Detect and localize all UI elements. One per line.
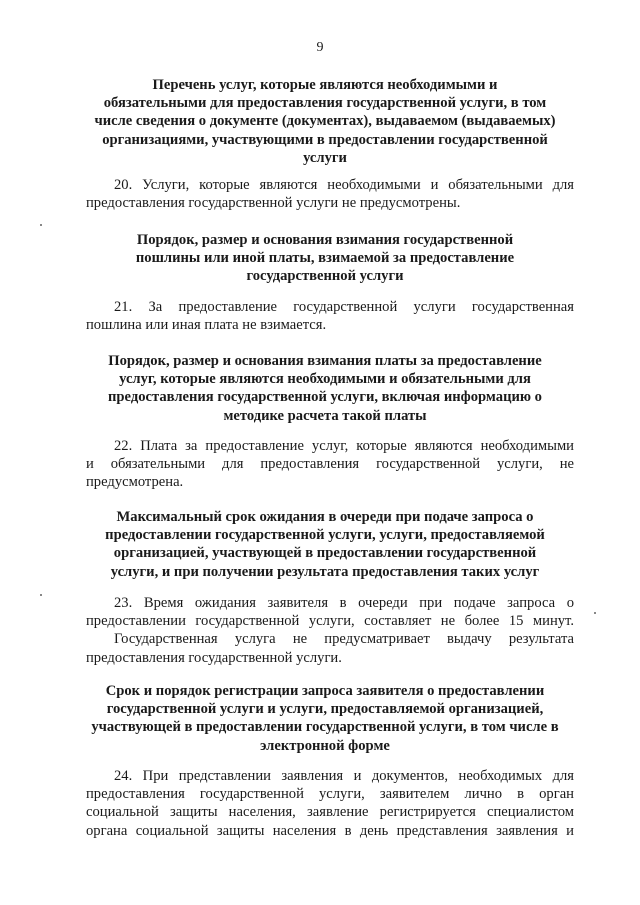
heading-line: Перечень услуг, которые являются необходимыми и	[152, 77, 498, 93]
heading-line: услуги	[303, 149, 347, 166]
heading-line: Порядок, размер и основания взимания платы за предоставление	[108, 353, 542, 369]
heading-waiting-time	[88, 508, 562, 581]
paragraph-line: 24. При представлении заявления и документов, необходимых для	[114, 768, 574, 784]
heading-line: организацией, участвующей в предоставлении государственной	[113, 545, 537, 562]
heading-line: предоставления государственной услуги, включая информацию о	[108, 389, 542, 406]
paragraph-line: предоставления государственной услуги.	[86, 649, 342, 666]
heading-line: государственной услуги и услуги, предоставляемой организацией,	[106, 701, 544, 718]
heading-line: государственной услуги	[246, 268, 404, 285]
heading-line: числе сведения о документе (документах), выдаваемом (выдаваемых)	[94, 113, 556, 130]
paragraph-line: 23. Время ожидания заявителя в очереди при подаче запроса о	[114, 595, 574, 611]
heading-line: организациями, участвующими в предоставлении государственной	[102, 131, 548, 148]
paragraph-line: 22. Плата за предоставление услуг, которые являются необходимыми	[114, 438, 574, 454]
paragraph-line: 20. Услуги, которые являются необходимыми и обязательными для	[114, 177, 574, 193]
heading-line: услуг, которые являются необходимыми и обязательными для	[119, 371, 531, 388]
scan-dot	[40, 224, 42, 226]
paragraph-line: Государственная услуга не предусматривает выдачу результата	[114, 631, 574, 648]
paragraph-line: органа социальной защиты населения в день представления заявления и	[86, 822, 574, 839]
heading-line: услуги, и при получении результата предоставления таких услуг	[110, 563, 540, 580]
paragraph-23	[86, 594, 574, 667]
paragraph-20	[86, 176, 574, 212]
paragraph-line: и обязательными для предоставления государственной услуги, не	[86, 456, 574, 473]
heading-line: Максимальный срок ожидания в очереди при подаче запроса о	[116, 509, 534, 525]
paragraph-line: предоставлении государственной услуги, составляет не более 15 минут.	[86, 613, 574, 630]
paragraph-line: 21. За предоставление государственной услуги государственная	[114, 299, 574, 315]
paragraph-line: предусмотрена.	[86, 474, 184, 491]
page-number: 9	[316, 40, 324, 55]
paragraph-line: пошлина или иная плата не взимается.	[86, 317, 327, 334]
heading-line: пошлины или иной платы, взимаемой за предоставление	[135, 250, 515, 267]
paragraph-22	[86, 437, 574, 492]
heading-line: методике расчета такой платы	[223, 407, 427, 424]
heading-state-duty	[110, 231, 540, 286]
heading-fee-for-services	[90, 352, 560, 425]
paragraph-24	[86, 767, 574, 840]
scan-dot	[40, 594, 42, 596]
heading-list-of-services	[90, 76, 560, 167]
paragraph-line: предоставления государственной услуги, заявителем лично в орган	[86, 786, 574, 803]
heading-line: обязательными для предоставления государственной услуги, в том	[103, 95, 547, 112]
paragraph-21	[86, 298, 574, 334]
heading-registration	[82, 682, 568, 755]
heading-line: Срок и порядок регистрации запроса заявителя о предоставлении	[105, 683, 545, 699]
paragraph-line: социальной защиты населения, заявление регистрируется специалистом	[86, 804, 574, 821]
heading-line: Порядок, размер и основания взимания государственной	[136, 232, 514, 248]
heading-line: участвующей в предоставлении государственной услуги, в том числе в	[91, 719, 559, 736]
heading-line: предоставлении государственной услуги, услуги, предоставляемой	[105, 527, 545, 544]
heading-line: электронной форме	[260, 737, 390, 754]
paragraph-line: предоставления государственной услуги не предусмотрены.	[86, 195, 461, 212]
scan-dot	[594, 612, 596, 614]
